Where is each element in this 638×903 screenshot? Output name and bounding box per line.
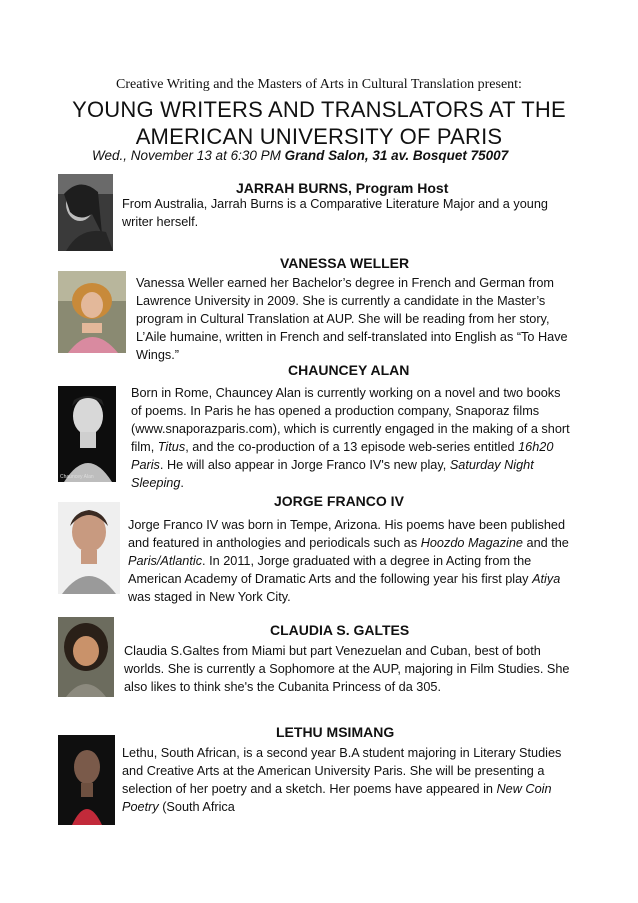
bio-text: and the: [523, 536, 569, 550]
portrait-claudia-galtes: [58, 617, 114, 697]
bio-title: New Coin Poetry: [122, 782, 552, 814]
bio-text: Lethu, South African, is a second year B.A student majoring in Literary Studies and Creative Arts at the American University Paris. She will be presenting a selection of her poetry and a sketch. Her poems have appeared in: [122, 746, 562, 796]
person-name: CHAUNCEY ALAN: [288, 362, 410, 378]
portrait-chauncey-alan: [58, 386, 116, 482]
bio-title: Hoozdo Magazine: [420, 536, 523, 550]
bio-title: Titus: [157, 440, 186, 454]
person-name: VANESSA WELLER: [280, 255, 410, 271]
bio-text: Jorge Franco IV was born in Tempe, Arizona. His poems have been published and featured in anthologies and periodicals such as: [128, 518, 566, 550]
bio-text: .: [180, 476, 184, 490]
person-name: LETHU MSIMANG: [276, 724, 395, 740]
bio-title: Saturday Night Sleeping: [131, 458, 534, 490]
bio-title: Paris/Atlantic: [128, 554, 203, 568]
event-date: Wed., November 13 at 6:30 PM: [92, 148, 281, 163]
page-title-line-1: YOUNG WRITERS AND TRANSLATORS AT THE: [72, 97, 566, 122]
bio-text: (South Africa: [158, 800, 235, 814]
page-title-line-2: AMERICAN UNIVERSITY OF PARIS: [135, 124, 503, 149]
bio-title: 16h20 Paris: [131, 440, 554, 472]
bio-title: Atiya: [532, 572, 561, 586]
event-venue: Grand Salon, 31 av. Bosquet 75007: [284, 148, 509, 163]
portrait-lethu-msimang: [58, 735, 115, 825]
portrait-jarrah-burns: [58, 174, 113, 251]
person-name: JARRAH BURNS, Program Host: [236, 180, 449, 196]
portrait-jorge-franco: [58, 502, 120, 594]
person-bio: Claudia S.Galtes from Miami but part Venezuelan and Cuban, best of both worlds. She is currently a Sophomore at the AUP, majoring in Film Studies. She also likes to think she's the Cubanita Princess of da 305.: [124, 644, 570, 694]
bio-text: . He will also appear in Jorge Franco IV's new play,: [159, 458, 450, 472]
portrait-vanessa-weller: [58, 271, 126, 353]
person-bio: [122, 744, 572, 816]
person-name: CLAUDIA S. GALTES: [270, 622, 410, 638]
page-title: [0, 96, 638, 150]
bio-text: , and the co-production of a 13 episode web-series entitled: [185, 440, 519, 454]
bio-text: was staged in New York City.: [128, 590, 291, 604]
intro-line: Creative Writing and the Masters of Arts in Cultural Translation present:: [116, 77, 522, 92]
person-bio: From Australia, Jarrah Burns is a Comparative Literature Major and a young writer herself.: [122, 197, 548, 229]
person-name: JORGE FRANCO IV: [274, 493, 404, 509]
person-bio: [128, 516, 573, 606]
event-date-venue: [92, 148, 508, 163]
person-bio: [131, 384, 571, 492]
bio-text: . In 2011, Jorge graduated with a degree in Acting from the American Academy of Dramatic Arts and the following year his first play: [128, 554, 533, 586]
person-bio: Vanessa Weller earned her Bachelor’s degree in French and German from Lawrence University in 2009. She is currently a candidate in the Master’s program in Cultural Translation at AUP. She will be reading from her story, L’Aile humaine, written in French and self-translated into English as “To Have Wings.”: [136, 276, 568, 362]
bio-text: Born in Rome, Chauncey Alan is currently working on a novel and two books of poems. In Paris he has opened a production company, Snaporaz films (www.snaporazparis.com), which is currently engaged in the making of a short film,: [131, 386, 570, 454]
photo-credit: Chauncey Alan: [60, 474, 94, 480]
